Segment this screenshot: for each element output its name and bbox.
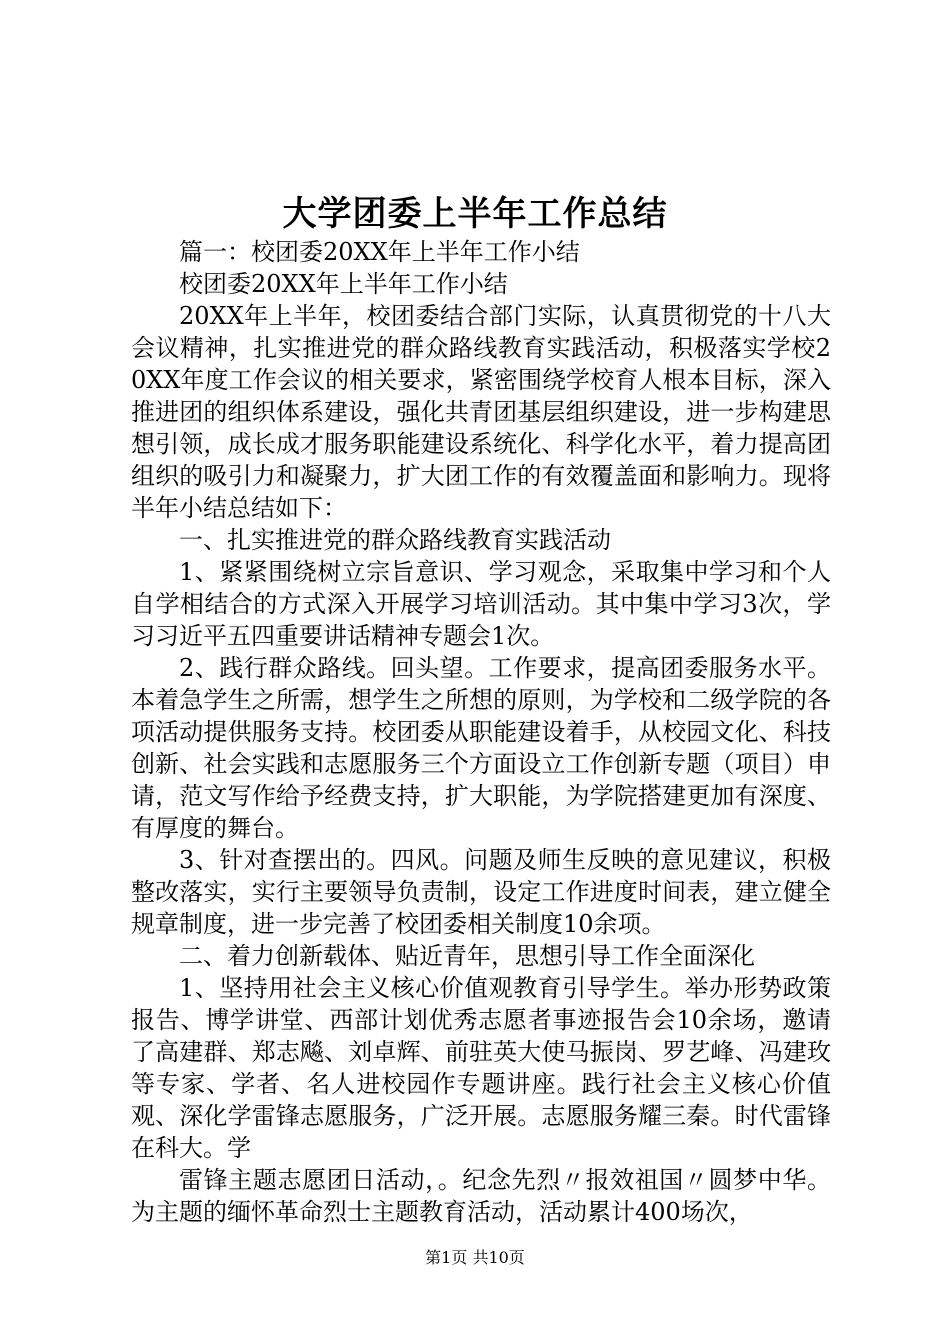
paragraph-1-2: 2、践行群众路线。回头望。工作要求，提高团委服务水平。本着急学生之所需，想学生之所想的原则，为学校和二级学院的各项活动提供服务支持。校团委从职能建设着手，从校园文化、科技创新、社会实践和志愿服务三个方面设立工作创新专题（项目）申请，范文写作给予经费支持，扩大职能，为学院搭建更加有深度、有厚度的舞台。 xyxy=(131,654,831,842)
document-title: 大学团委上半年工作总结 xyxy=(282,194,668,234)
paragraph-2-1-cont: 雷锋主题志愿团日活动，。纪念先烈〃报效祖国〃圆梦中华。为主题的缅怀革命烈士主题教育活动，活动累计400场次， xyxy=(131,1166,831,1226)
page-footer: 第1页 共10页 xyxy=(425,1248,525,1267)
document-body xyxy=(131,236,831,1228)
paragraph-2-1: 1、坚持用社会主义核心价值观教育引导学生。举办形势政策报告、博学讲堂、西部计划优秀志愿者事迹报告会10余场，邀请了高建群、郑志飚、刘卓辉、前驻英大使马振岗、罗艺峰、冯建玫等专家、学者、名人进校园作专题讲座。践行社会主义核心价值观、深化学雷锋志愿服务，广泛开展。志愿服务耀三秦。时代雷锋在科大。学 xyxy=(131,974,831,1162)
section-heading-1: 一、扎实推进党的群众路线教育实践活动 xyxy=(179,526,611,554)
paragraph-1-3: 3、针对查摆出的。四风。问题及师生反映的意见建议，积极整改落实，实行主要领导负责制，设定工作进度时间表，建立健全规章制度，进一步完善了校团委相关制度10余项。 xyxy=(131,846,831,938)
paragraph-1-1: 1、紧紧围绕树立宗旨意识、学习观念，采取集中学习和个人自学相结合的方式深入开展学习培训活动。其中集中学习3次，学习习近平五四重要讲话精神专题会1次。 xyxy=(131,558,831,650)
paragraph-intro: 20XX年上半年，校团委结合部门实际，认真贯彻党的十八大会议精神，扎实推进党的群众路线教育实践活动，积极落实学校20XX年度工作会议的相关要求，紧密围绕学校育人根本目标，深入推进团的组织体系建设，强化共青团基层组织建设，进一步构建思想引领，成长成才服务职能建设系统化、科学化水平，着力提高团组织的吸引力和凝聚力，扩大团工作的有效覆盖面和影响力。现将半年小结总结如下： xyxy=(131,302,831,522)
section-heading-2: 二、着力创新载体、贴近青年，思想引导工作全面深化 xyxy=(179,942,755,970)
paragraph-subtitle: 校团委20XX年上半年工作小结 xyxy=(179,270,508,298)
paragraph-heading-article: 篇一：校团委20XX年上半年工作小结 xyxy=(179,238,580,266)
